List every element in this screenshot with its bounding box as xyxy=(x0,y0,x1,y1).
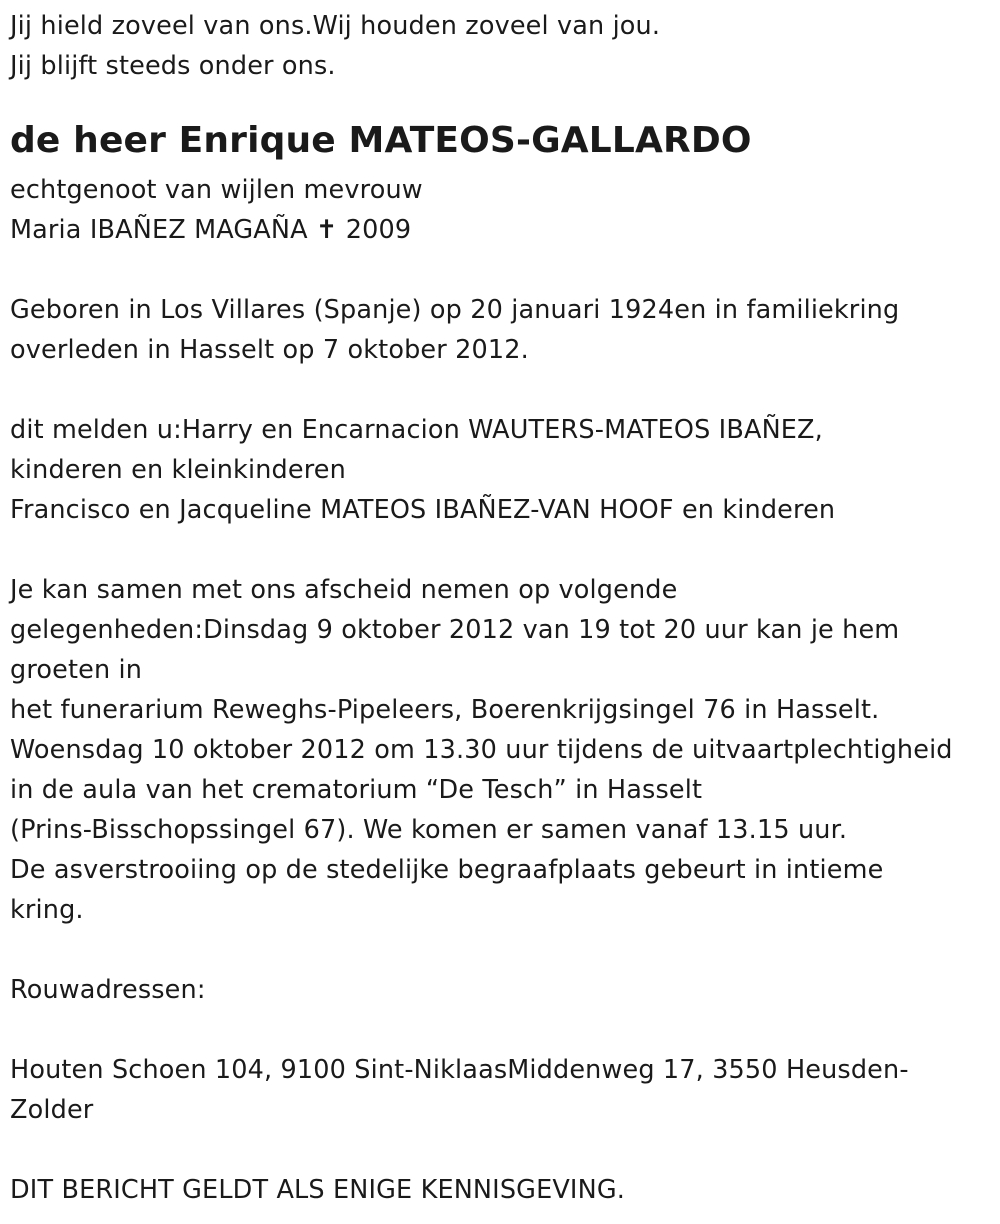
cross-icon: ✝ xyxy=(315,215,338,245)
farewell-line: kring. xyxy=(10,895,84,925)
farewell-line: gelegenheden:Dinsdag 9 oktober 2012 van 19 tot 20 uur kan je hem xyxy=(10,615,900,645)
obituary-notice xyxy=(10,6,990,1210)
spacer xyxy=(10,370,990,410)
spacer xyxy=(10,1010,990,1050)
spouse-death-year: 2009 xyxy=(345,215,412,245)
announcers-line: dit melden u:Harry en Encarnacion WAUTERS-MATEOS IBAÑEZ, xyxy=(10,415,823,445)
farewell-line: De asverstrooiing op de stedelijke begraafplaats gebeurt in intieme xyxy=(10,855,884,885)
farewell-line: Je kan samen met ons afscheid nemen op volgende xyxy=(10,575,678,605)
addresses-heading: Rouwadressen: xyxy=(10,975,206,1005)
spacer xyxy=(10,530,990,570)
announcers-line: kinderen en kleinkinderen xyxy=(10,455,346,485)
spacer xyxy=(10,1130,990,1170)
birth-death-line: Geboren in Los Villares (Spanje) op 20 januari 1924en in familiekring xyxy=(10,295,900,325)
birth-death-line: overleden in Hasselt op 7 oktober 2012. xyxy=(10,335,529,365)
farewell-line: (Prins-Bisschopssingel 67). We komen er samen vanaf 13.15 uur. xyxy=(10,815,848,845)
announcers-line: Francisco en Jacqueline MATEOS IBAÑEZ-VAN HOOF en kinderen xyxy=(10,495,836,525)
deceased-name: de heer Enrique MATEOS-GALLARDO xyxy=(10,120,752,161)
address-line: Zolder xyxy=(10,1095,94,1125)
spouse-name: Maria IBAÑEZ MAGAÑA xyxy=(10,215,308,245)
spouse-intro: echtgenoot van wijlen mevrouw xyxy=(10,175,423,205)
spacer xyxy=(10,250,990,290)
address-line: Houten Schoen 104, 9100 Sint-NiklaasMiddenweg 17, 3550 Heusden- xyxy=(10,1055,909,1085)
poem-line: Jij blijft steeds onder ons. xyxy=(10,51,336,81)
farewell-line: het funerarium Reweghs-Pipeleers, Boerenkrijgsingel 76 in Hasselt. xyxy=(10,695,880,725)
farewell-line: Woensdag 10 oktober 2012 om 13.30 uur tijdens de uitvaartplechtigheid xyxy=(10,735,953,765)
spacer xyxy=(10,930,990,970)
farewell-line: in de aula van het crematorium “De Tesch” in Hasselt xyxy=(10,775,703,805)
poem-line: Jij hield zoveel van ons.Wij houden zoveel van jou. xyxy=(10,11,661,41)
spouse-line xyxy=(10,210,990,250)
closing-statement: DIT BERICHT GELDT ALS ENIGE KENNISGEVING. xyxy=(10,1175,625,1205)
farewell-line: groeten in xyxy=(10,655,143,685)
